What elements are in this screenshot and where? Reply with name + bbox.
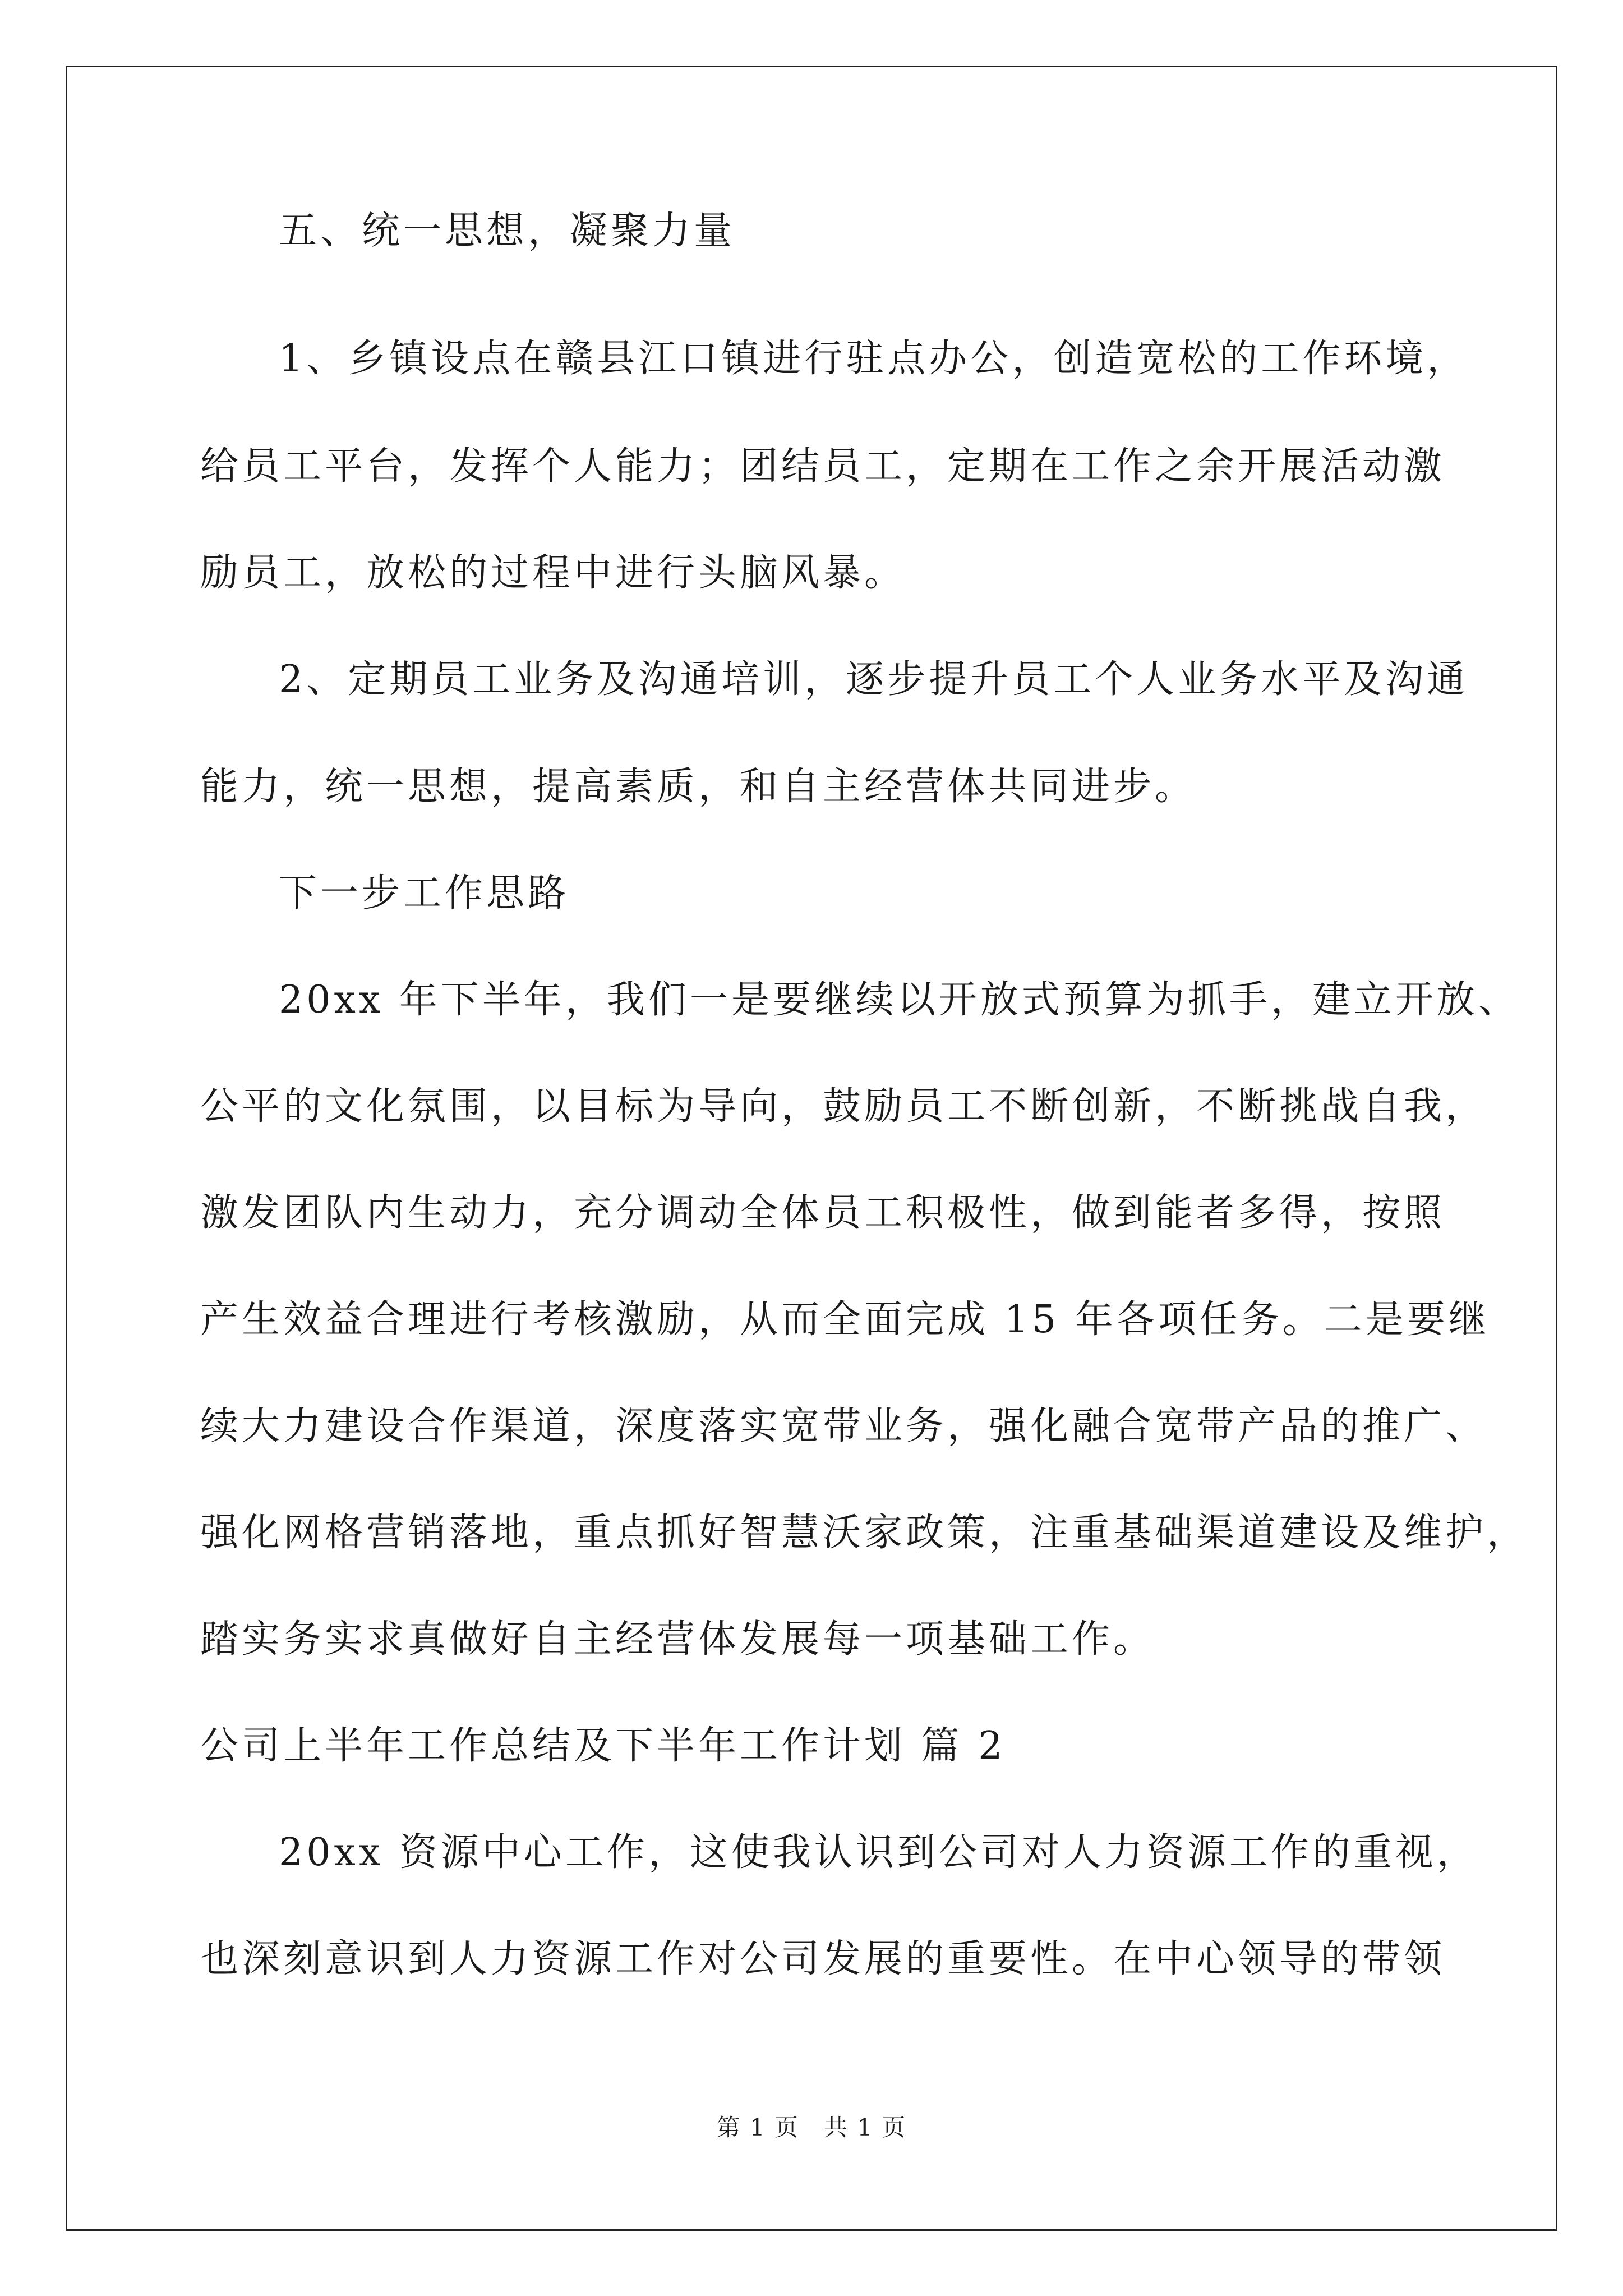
paragraph-line: 20xx 资源中心工作，这使我认识到公司对人力资源工作的重视， bbox=[279, 1830, 1478, 1875]
page-border bbox=[66, 66, 1557, 2231]
page-footer: 第 1 页 共 1 页 bbox=[716, 2114, 907, 2141]
paragraph-line: 20xx 年下半年，我们一是要继续以开放式预算为抓手，建立开放、 bbox=[279, 978, 1520, 1022]
paragraph-line: 励员工，放松的过程中进行头脑风暴。 bbox=[200, 551, 906, 595]
paragraph-line: 给员工平台，发挥个人能力；团结员工，定期在工作之余开展活动激 bbox=[200, 444, 1446, 489]
paragraph-line: 1、乡镇设点在赣县江口镇进行驻点办公，创造宽松的工作环境， bbox=[279, 337, 1469, 381]
article-title: 公司上半年工作总结及下半年工作计划 篇 2 bbox=[200, 1724, 1006, 1768]
subsection-heading: 下一步工作思路 bbox=[279, 871, 570, 915]
paragraph-line: 续大力建设合作渠道，深度落实宽带业务，强化融合宽带产品的推广、 bbox=[200, 1404, 1487, 1448]
paragraph-line: 激发团队内生动力，充分调动全体员工积极性，做到能者多得，按照 bbox=[200, 1191, 1446, 1235]
section-heading: 五、统一思想，凝聚力量 bbox=[279, 209, 736, 253]
paragraph-line: 2、定期员工业务及沟通培训，逐步提升员工个人业务水平及沟通 bbox=[279, 657, 1469, 702]
paragraph-line: 能力，统一思想，提高素质，和自主经营体共同进步。 bbox=[200, 765, 1197, 809]
paragraph-line: 也深刻意识到人力资源工作对公司发展的重要性。在中心领导的带领 bbox=[200, 1937, 1446, 1981]
paragraph-line: 强化网格营销落地，重点抓好智慧沃家政策，注重基础渠道建设及维护， bbox=[200, 1511, 1529, 1555]
paragraph-line: 公平的文化氛围，以目标为导向，鼓励员工不断创新，不断挑战自我， bbox=[200, 1084, 1487, 1129]
paragraph-line: 踏实务实求真做好自主经营体发展每一项基础工作。 bbox=[200, 1617, 1155, 1662]
paragraph-line: 产生效益合理进行考核激励，从而全面完成 15 年各项任务。二是要继 bbox=[200, 1297, 1490, 1342]
